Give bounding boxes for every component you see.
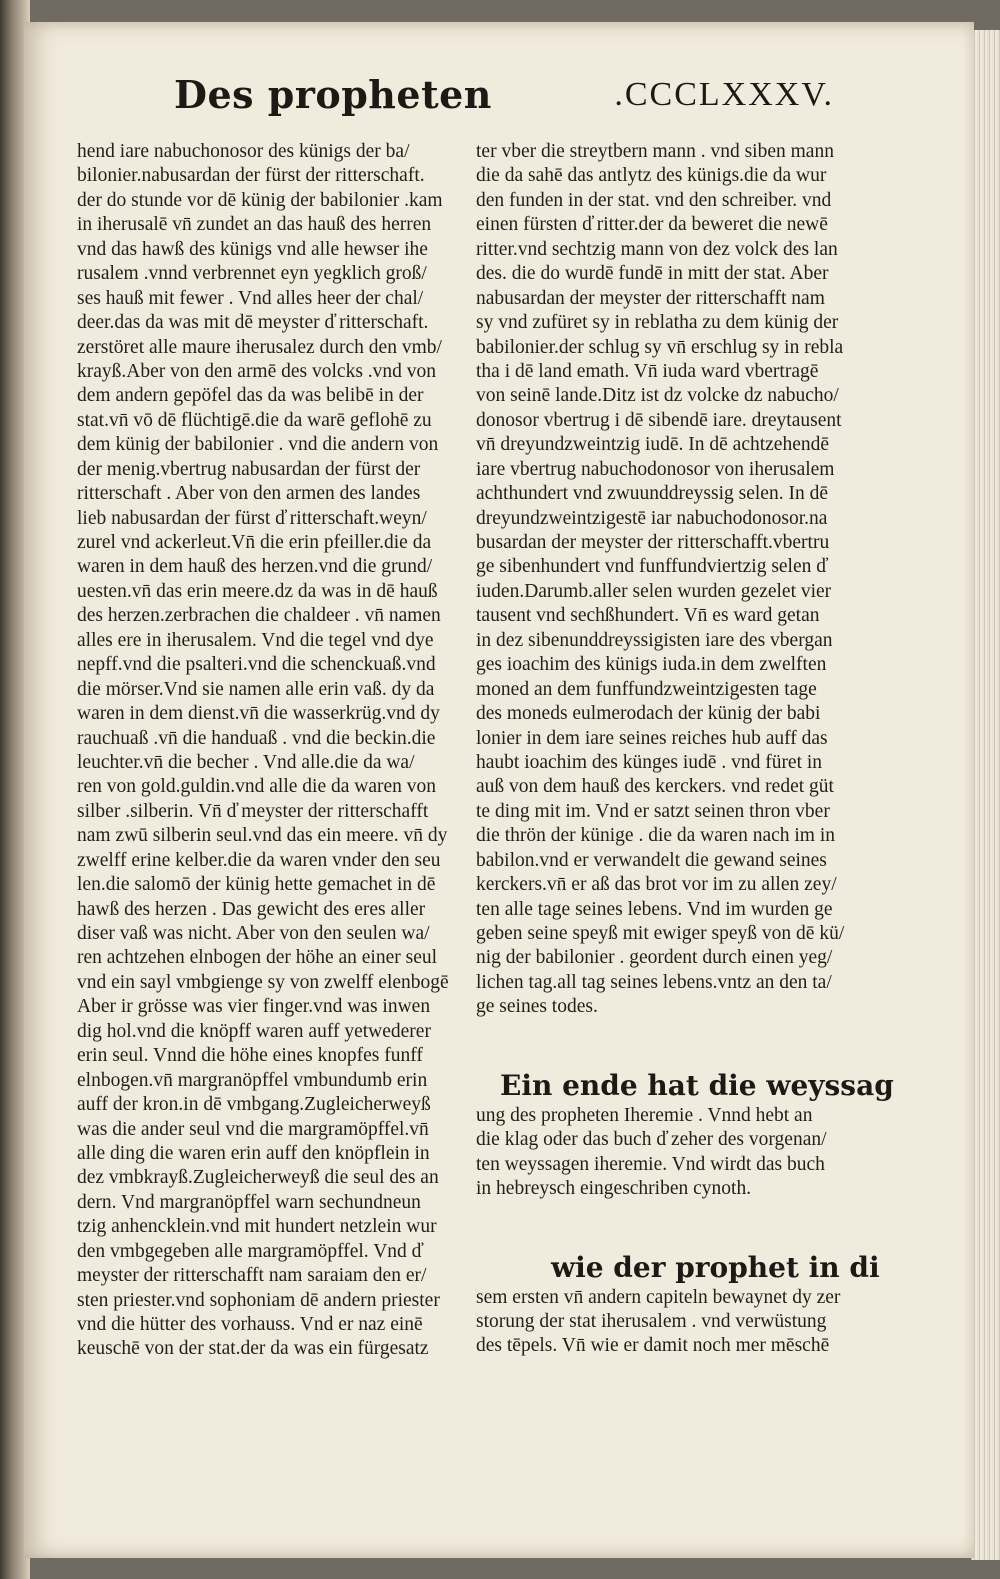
text-line: was die ander seul vnd die margramöpffel.vn̄ (77, 1118, 429, 1140)
text-line: kerckers.vn̄ er aß das brot vor im zu allen zey/ (476, 874, 837, 896)
text-line: nepff.vnd die psalteri.vnd die schenckuaß.vnd (77, 654, 436, 676)
page-stack-edge (971, 30, 1000, 1560)
book-page (24, 22, 974, 1558)
text-line: sem ersten vn̄ andern capiteln bewaynet dy zer (476, 1286, 841, 1308)
text-line: dreyundzweintzigestē iar nabuchodonosor.na (476, 507, 828, 529)
text-line: waren in dem hauß des herzen.vnd die grund/ (77, 556, 433, 578)
text-line: ge sibenhundert vnd funffundviertzig selen d̕ (476, 556, 827, 578)
text-line: ung des propheten Iheremie . Vnnd hebt an (476, 1104, 813, 1126)
text-line: storung der stat iherusalem . vnd verwüstung (476, 1310, 827, 1332)
text-line: vn̄ dreyundzweintzig iudē. In dē achtzehendē (476, 434, 830, 456)
text-line: achthundert vnd zwuunddreyssig selen. In dē (476, 483, 828, 505)
text-line: des moneds eulmerodach der künig der babi (476, 703, 821, 725)
text-line: hawß des herzen . Das gewicht des eres aller (77, 898, 426, 920)
text-line: des herzen.zerbrachen die chaldeer . vn̄ namen (77, 605, 441, 627)
text-line: ten alle tage seines lebens. Vnd im wurden ge (476, 898, 833, 920)
text-line: zurel vnd ackerleut.Vn̄ die erin pfeiller.die da (77, 532, 432, 553)
text-line: ses hauß mit fewer . Vnd alles heer der chal/ (77, 287, 424, 309)
text-line: in iherusalē vn̄ zundet an das hauß des herren (77, 214, 432, 236)
right-column (476, 140, 894, 1359)
text-line: vnd das hawß des künigs vnd alle hewser ihe (77, 238, 428, 260)
text-line: erin seul. Vnnd die höhe eines knopfes funff (77, 1045, 423, 1067)
text-line: lieb nabusardan der fürst d̕ ritterschaft.weyn/ (77, 507, 427, 529)
text-line: ritter.vnd sechtzig mann von dez volck des lan (476, 238, 838, 260)
text-line: den vmbgegeben alle margramöpffel. Vnd d̕ (77, 1240, 422, 1262)
text-line: stat.vn̄ vō dē flüchtigē.die da warē geflohē zu (77, 409, 432, 431)
text-line: in dez sibenunddreyssigisten iare des vbergan (476, 629, 833, 651)
text-line: lonier in dem iare seines reiches hub auff das (476, 727, 828, 749)
text-line: dern. Vnd margranöpffel warn sechundneun (77, 1191, 421, 1213)
text-line: iuden.Darumb.aller selen wurden gezelet vier (476, 580, 832, 602)
text-line: moned an dem funffundzweintzigesten tage (476, 678, 817, 700)
text-line: ter vber die streytbern mann . vnd siben mann (476, 141, 834, 162)
text-line: des tēpels. Vn̄ wie er damit noch mer mēschē (476, 1335, 830, 1357)
section-body (476, 1104, 846, 1202)
text-line: meyster der ritterschafft nam saraiam den er/ (77, 1265, 427, 1287)
text-line: tha i dē land emath. Vn̄ iuda ward vbertragē (476, 360, 819, 382)
text-line: sy vnd zufüret sy in reblatha zu dem künig der (476, 312, 839, 334)
text-line: dem andern gepöfel das da was belibē in der (77, 385, 424, 407)
text-line: waren in dem dienst.vn̄ die wasserkrüg.vnd dy (77, 703, 440, 725)
text-line: elnbogen.vn̄ margranöpffel vmbundumb erin (77, 1069, 428, 1091)
text-line: ges ioachim des künigs iuda.in dem zwelften (476, 654, 827, 676)
text-line: auß von dem hauß des kerckers. vnd redet güt (476, 776, 834, 798)
text-line: ren achtzehen elnbogen der höhe an einer seul (77, 947, 438, 969)
text-line: rusalem .vnnd verbrennet eyn yegklich groß/ (77, 263, 427, 285)
section-end-ieremie (476, 1068, 894, 1202)
section-body (476, 1286, 846, 1359)
text-line: die klag oder das buch d̕ zeher des vorgenan/ (476, 1129, 827, 1151)
text-line: leuchter.vn̄ die becher . Vnd alle.die da wa/ (77, 751, 415, 773)
text-line: krayß.Aber von den armē des volcks .vnd von (77, 360, 437, 382)
text-line: ren von gold.guldin.vnd alle die da waren von (77, 776, 437, 798)
text-line: die thrön der künige . die da waren nach im in (476, 825, 836, 847)
text-line: dig hol.vnd die knöpff waren auff yetwederer (77, 1020, 431, 1042)
left-column (77, 140, 473, 1362)
text-line: uesten.vn̄ das erin meere.dz da was in dē hauß (77, 580, 438, 602)
section-heading: wie der prophet in di (551, 1250, 880, 1284)
text-line: keuschē von der stat.der da was ein fürgesatz (77, 1338, 429, 1360)
text-line: einen fürsten d̕ ritter.der da beweret die newē (476, 214, 828, 236)
text-line: ten weyssagen iheremie. Vnd wirdt das buch (476, 1153, 825, 1175)
text-line: babilonier.der schlug sy vn̄ erschlug sy in rebla (476, 336, 844, 358)
text-line: zerstöret alle maure iherusalez durch den vmb/ (77, 336, 442, 358)
text-line: alles ere in iherusalem. Vnd die tegel vnd dye (77, 629, 434, 651)
text-line: in hebreysch eingeschriben cynoth. (476, 1178, 752, 1200)
text-line: haubt ioachim des künges iudē . vnd füret in (476, 751, 823, 773)
text-line: hend iare nabuchonosor des künigs der ba/ (77, 141, 410, 162)
text-line: busardan der meyster der ritterschafft.vbertru (476, 532, 830, 553)
folio-number: .CCCLXXXV. (614, 76, 834, 113)
text-line: deer.das da was mit dē meyster d̕ ritterschaft. (77, 312, 429, 334)
section-lamentations-intro (476, 1250, 880, 1359)
text-line: dez vmbkrayß.Zugleicherweyß die seul des an (77, 1167, 439, 1189)
text-line: babilon.vnd er verwandelt die gewand seines (476, 849, 827, 871)
text-line: sten priester.vnd sophoniam dē andern priester (77, 1289, 440, 1311)
section-heading: Ein ende hat die weyssag (500, 1068, 894, 1102)
text-line: bilonier.nabusardan der fürst der ritterschaft. (77, 165, 425, 187)
text-line: die da sahē das antlytz des künigs.die da wur (476, 165, 827, 187)
text-line: nam zwū silberin seul.vnd das ein meere. vn̄ dy (77, 825, 448, 847)
text-line: len.die salomō der künig hette gemachet in dē (77, 874, 436, 896)
text-line: geben seine speyß mit ewiger speyß von dē kü/ (476, 923, 845, 944)
text-line: Aber ir grösse was vier finger.vnd was inwen (77, 996, 431, 1018)
text-line: lichen tag.all tag seines lebens.vntz an den ta/ (476, 971, 832, 993)
text-line: alle ding die waren erin auff den knöpflein in (77, 1142, 430, 1164)
text-line: dem künig der babilonier . vnd die andern von (77, 434, 439, 456)
text-line: rauchuaß .vn̄ die handuaß . vnd die beckin.die (77, 727, 436, 749)
text-line: des. die do wurdē fundē in mitt der stat. Aber (476, 263, 829, 285)
text-line: die mörser.Vnd sie namen alle erin vaß. dy da (77, 678, 435, 700)
text-line: donosor vbertrug i dē sibendē iare. dreytausent (476, 409, 842, 431)
text-line: nabusardan der meyster der ritterschafft nam (476, 287, 825, 309)
right-column-body (476, 140, 846, 1020)
text-line: diser vaß was nicht. Aber von den seulen wa/ (77, 923, 430, 944)
text-line: der do stunde vor dē künig der babilonier .kam (77, 189, 443, 211)
text-line: ge seines todes. (476, 996, 598, 1018)
text-line: zwelff erine kelber.die da waren vnder den seu (77, 849, 441, 871)
running-head: Des propheten (174, 72, 492, 117)
text-line: ritterschaft . Aber von den armen des landes (77, 483, 421, 505)
text-line: den funden in der stat. vnd den schreiber. vnd (476, 189, 832, 211)
text-line: von seinē lande.Ditz ist dz volcke dz nabucho/ (476, 385, 839, 407)
text-line: der menig.vbertrug nabusardan der fürst der (77, 458, 421, 480)
text-line: vnd ein sayl vmbgienge sy von zwelff elenbogē (77, 971, 449, 993)
text-line: nig der babilonier . geordent durch einen yeg/ (476, 947, 833, 969)
text-line: tausent vnd sechßhundert. Vn̄ es ward getan (476, 605, 820, 627)
text-line: auff der kron.in dē vmbgang.Zugleicherweyß (77, 1094, 431, 1116)
text-line: silber .silberin. Vn̄ d̕ meyster der ritterschafft (77, 800, 429, 822)
text-line: vnd die hütter des vorhauss. Vnd er naz einē (77, 1314, 423, 1335)
text-line: te ding mit im. Vnd er satzt seinen thron vber (476, 800, 830, 822)
text-line: tzig anhencklein.vnd mit hundert netzlein wur (77, 1216, 437, 1238)
text-line: iare vbertrug nabuchodonosor von iherusalem (476, 458, 835, 480)
